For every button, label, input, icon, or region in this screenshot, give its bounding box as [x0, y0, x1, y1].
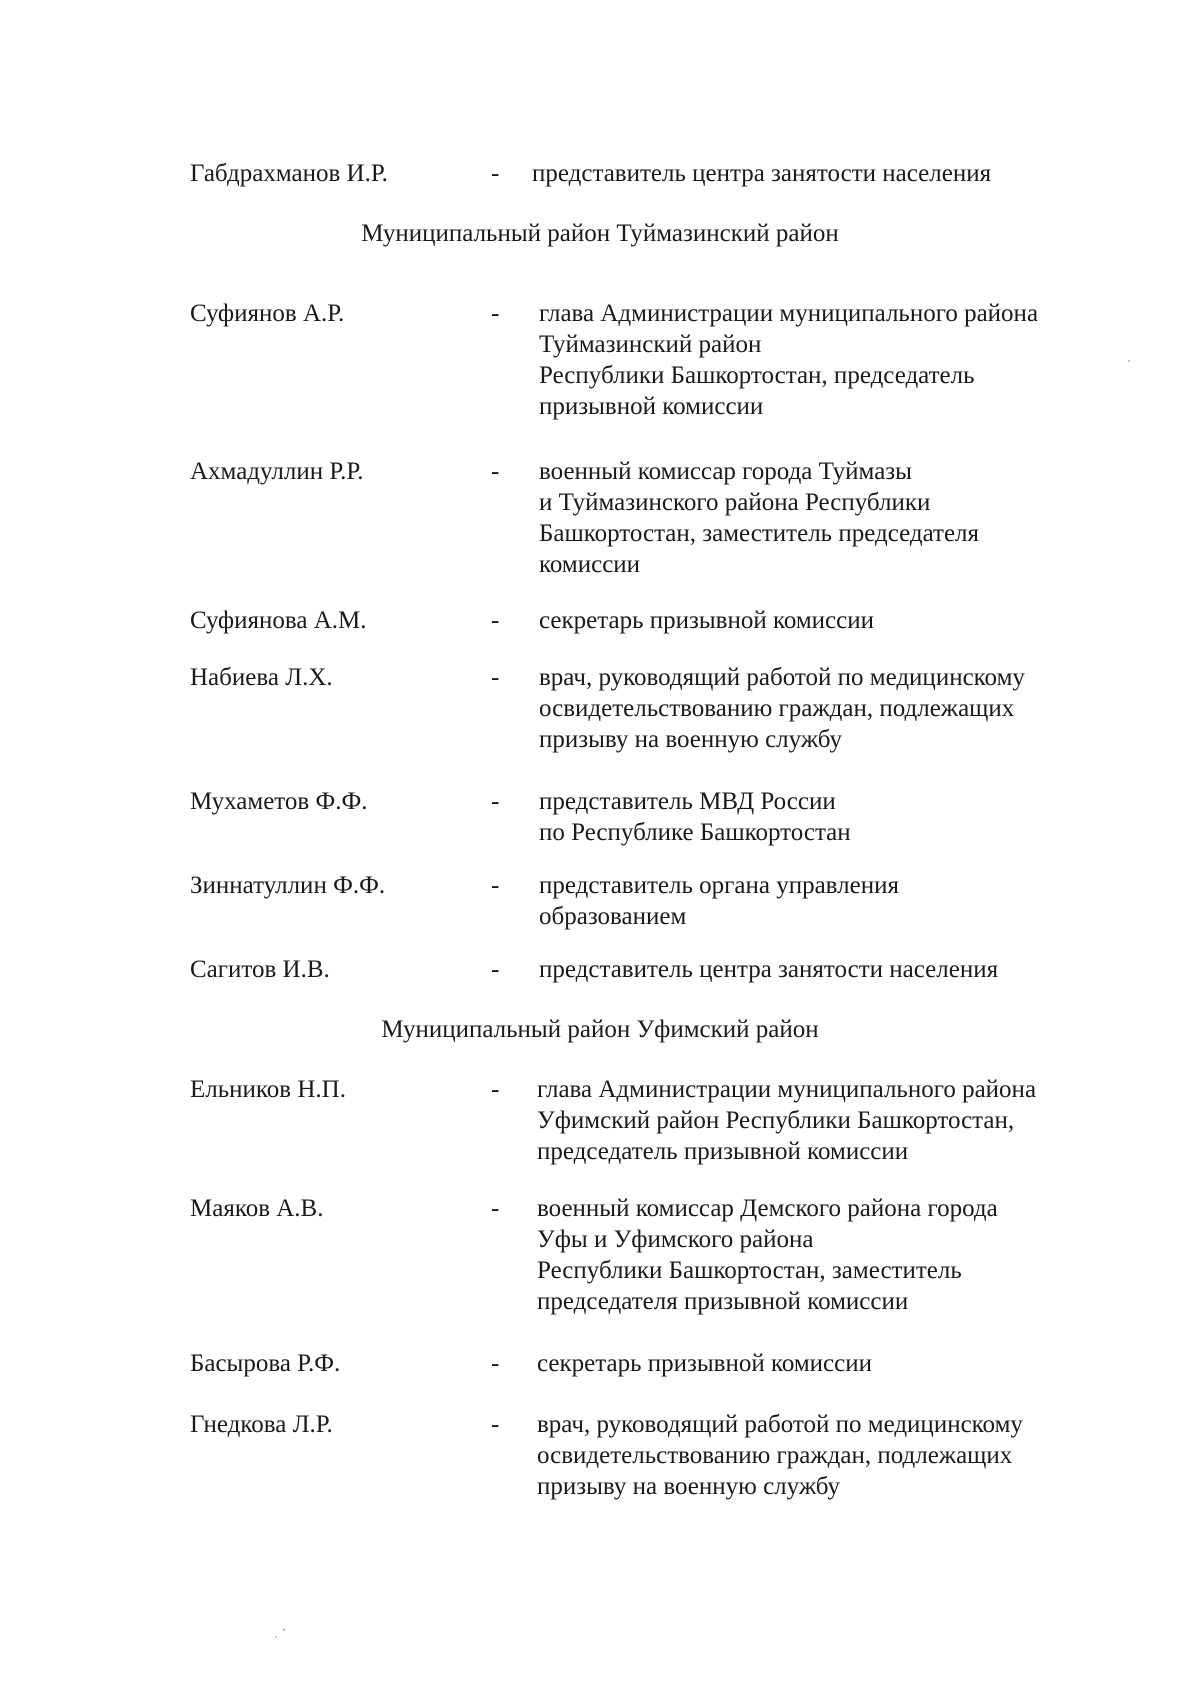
separator-dash: - [491, 1411, 500, 1438]
separator-dash: - [491, 300, 500, 327]
separator-dash: - [491, 1076, 500, 1103]
member-name: Набиева Л.Х. [190, 664, 333, 691]
member-role [539, 786, 1139, 848]
member-name: Зиннатуллин Ф.Ф. [190, 872, 386, 899]
role-line: глава Администрации муниципального района [539, 300, 1039, 327]
member-role [537, 1348, 1137, 1379]
member-role [532, 158, 1132, 189]
member-role [539, 954, 1139, 985]
role-line: Башкортостан, заместитель председателя [539, 520, 980, 547]
role-line: образованием [539, 903, 687, 930]
role-line: секретарь призывной комиссии [537, 1350, 873, 1377]
role-line: секретарь призывной комиссии [539, 607, 875, 634]
scan-speck [283, 1628, 285, 1631]
member-name: Габдрахманов И.Р. [190, 160, 388, 187]
member-role [539, 456, 1139, 580]
role-line: по Республике Башкортостан [539, 819, 851, 846]
separator-dash: - [491, 956, 500, 983]
separator-dash: - [491, 664, 500, 691]
role-line: освидетельствованию граждан, подлежащих [539, 695, 1015, 722]
role-line: комиссии [539, 551, 641, 578]
role-line: призыву на военную службу [537, 1473, 841, 1500]
role-line: и Туймазинского района Республики [539, 489, 931, 516]
member-role [539, 605, 1139, 636]
member-role [537, 1193, 1137, 1317]
member-name: Суфиянов А.Р. [190, 300, 345, 327]
scan-speck [1128, 360, 1130, 362]
member-role [539, 298, 1139, 422]
role-line: представитель центра занятости населения [539, 956, 999, 983]
role-line: врач, руководящий работой по медицинскому [537, 1411, 1023, 1438]
separator-dash: - [491, 872, 500, 899]
member-name: Басырова Р.Ф. [190, 1350, 341, 1377]
member-name: Мухаметов Ф.Ф. [190, 788, 368, 815]
scan-speck [275, 1636, 277, 1638]
role-line: председателя призывной комиссии [537, 1288, 909, 1315]
role-line: глава Администрации муниципального района [537, 1076, 1037, 1103]
member-name: Суфиянова А.М. [190, 607, 367, 634]
member-name: Ахмадуллин Р.Р. [190, 458, 364, 485]
role-line: освидетельствованию граждан, подлежащих [537, 1442, 1013, 1469]
member-role [539, 870, 1139, 932]
member-name: Маяков А.В. [190, 1195, 324, 1222]
role-line: призывной комиссии [539, 393, 764, 420]
section-heading: Муниципальный район Туймазинский район [361, 220, 839, 247]
section-heading: Муниципальный район Уфимский район [381, 1016, 819, 1043]
separator-dash: - [491, 607, 500, 634]
member-name: Сагитов И.В. [190, 956, 330, 983]
role-line: Уфы и Уфимского района [537, 1226, 814, 1253]
member-name: Гнедкова Л.Р. [190, 1411, 333, 1438]
role-line: призыву на военную службу [539, 726, 843, 753]
separator-dash: - [491, 1350, 500, 1377]
role-line: представитель органа управления [539, 872, 899, 899]
member-role [537, 1074, 1137, 1167]
separator-dash: - [491, 788, 500, 815]
role-line: представитель МВД России [539, 788, 836, 815]
role-line: председатель призывной комиссии [537, 1138, 909, 1165]
role-line: Уфимский район Республики Башкортостан, [537, 1107, 1015, 1134]
role-line: Республики Башкортостан, заместитель [537, 1257, 962, 1284]
role-line: Республики Башкортостан, председатель [539, 362, 975, 389]
separator-dash: - [491, 160, 500, 187]
role-line: военный комиссар Демского района города [537, 1195, 998, 1222]
role-line: военный комиссар города Туймазы [539, 458, 912, 485]
member-name: Ельников Н.П. [190, 1076, 346, 1103]
separator-dash: - [491, 458, 500, 485]
member-role [537, 1409, 1137, 1502]
member-role [539, 662, 1139, 755]
role-line: врач, руководящий работой по медицинскому [539, 664, 1025, 691]
separator-dash: - [491, 1195, 500, 1222]
role-line: Туймазинский район [539, 331, 762, 358]
role-line: представитель центра занятости населения [532, 160, 992, 187]
